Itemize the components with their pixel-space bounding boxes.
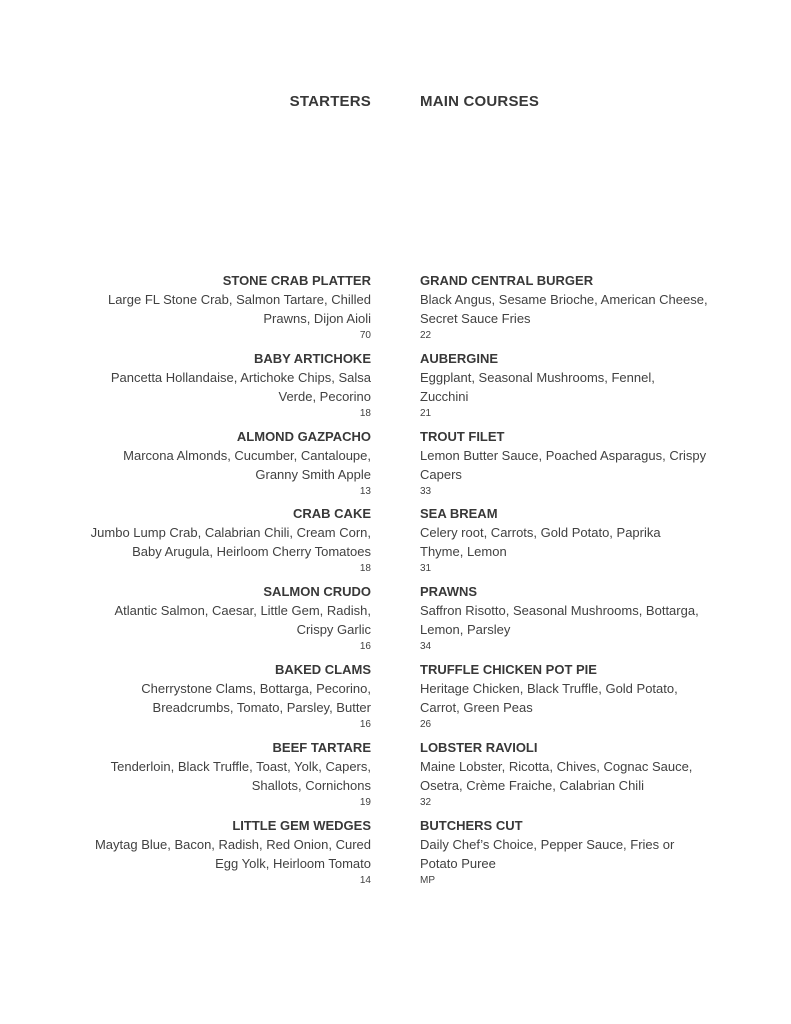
item-name: TRUFFLE CHICKEN POT PIE xyxy=(420,661,597,677)
menu-item xyxy=(420,271,765,349)
item-name: CRAB CAKE xyxy=(293,506,371,522)
item-name: PRAWNS xyxy=(420,584,478,600)
item-name: BUTCHERS CUT xyxy=(420,817,523,833)
item-name: SALMON CRUDO xyxy=(263,584,371,600)
item-description-line: Egg Yolk, Heirloom Tomato xyxy=(215,855,371,871)
item-description-line: Granny Smith Apple xyxy=(255,466,371,482)
item-description-line: Saffron Risotto, Seasonal Mushrooms, Bottarga, xyxy=(420,603,699,619)
item-description-line: Secret Sauce Fries xyxy=(420,311,531,326)
item-description xyxy=(420,835,765,873)
item-name: LOBSTER RAVIOLI xyxy=(420,739,538,755)
item-description-line: Black Angus, Sesame Brioche, American Cheese, xyxy=(420,292,708,307)
item-price: 34 xyxy=(420,641,432,653)
item-description-line: Daily Chef’s Choice, Pepper Sauce, Fries or xyxy=(420,836,675,852)
item-description-line: Potato Puree xyxy=(420,855,496,871)
item-description-line: Cherrystone Clams, Bottarga, Pecorino, xyxy=(141,680,371,696)
item-price: MP xyxy=(420,874,435,886)
item-description-line: Prawns, Dijon Aioli xyxy=(263,311,371,326)
menu-item xyxy=(30,738,371,816)
item-description-line: Zucchini xyxy=(420,388,469,404)
menu-item xyxy=(420,582,765,660)
item-name: TROUT FILET xyxy=(420,428,505,444)
item-description-line: Maine Lobster, Ricotta, Chives, Cognac Sauce, xyxy=(420,758,693,774)
menu-item xyxy=(420,816,765,894)
starters-heading: STARTERS xyxy=(289,93,371,110)
menu-item xyxy=(420,738,765,816)
item-description xyxy=(420,679,765,717)
item-name: ALMOND GAZPACHO xyxy=(236,428,371,444)
item-description-line: Breadcrumbs, Tomato, Parsley, Butter xyxy=(152,699,371,715)
menu-item xyxy=(420,427,765,505)
item-description-line: Capers xyxy=(420,466,462,482)
item-description xyxy=(30,368,371,406)
item-description-line: Jumbo Lump Crab, Calabrian Chili, Cream Corn, xyxy=(90,525,371,541)
item-name: SEA BREAM xyxy=(420,506,498,522)
item-name: GRAND CENTRAL BURGER xyxy=(420,273,594,288)
menu-item xyxy=(420,349,765,427)
menu-item xyxy=(30,504,371,582)
main-courses-heading: MAIN COURSES xyxy=(420,93,540,110)
item-description-line: Verde, Pecorino xyxy=(278,388,371,404)
item-price: 16 xyxy=(359,641,371,653)
item-description-line: Thyme, Lemon xyxy=(420,544,507,560)
menu-item xyxy=(30,271,371,349)
item-description xyxy=(30,679,371,717)
menu-item xyxy=(30,349,371,427)
item-description-line: Carrot, Green Peas xyxy=(420,699,533,715)
item-name: BABY ARTICHOKE xyxy=(253,350,371,366)
starters-item-list xyxy=(30,271,371,893)
item-description xyxy=(30,757,371,795)
item-price: 21 xyxy=(420,407,432,419)
item-description-line: Lemon, Parsley xyxy=(420,622,511,638)
item-description-line: Lemon Butter Sauce, Poached Asparagus, Crispy xyxy=(420,447,707,463)
menu-item xyxy=(30,582,371,660)
menu-item xyxy=(30,816,371,894)
item-description xyxy=(30,835,371,873)
item-description xyxy=(420,757,765,795)
item-description-line: Osetra, Crème Fraiche, Calabrian Chili xyxy=(420,777,644,793)
item-description-line: Atlantic Salmon, Caesar, Little Gem, Radish, xyxy=(114,603,371,619)
item-name: BEEF TARTARE xyxy=(272,739,371,755)
menu-item xyxy=(420,660,765,738)
item-name: STONE CRAB PLATTER xyxy=(222,273,371,288)
item-price: 14 xyxy=(359,874,371,886)
item-name: LITTLE GEM WEDGES xyxy=(232,817,371,833)
item-description-line: Maytag Blue, Bacon, Radish, Red Onion, Cured xyxy=(94,836,371,852)
main-courses-item-list xyxy=(420,271,765,893)
item-description xyxy=(420,523,765,561)
item-price: 70 xyxy=(359,330,371,341)
item-description-line: Pancetta Hollandaise, Artichoke Chips, Salsa xyxy=(110,369,371,385)
item-name: BAKED CLAMS xyxy=(274,661,371,677)
item-description xyxy=(420,446,765,484)
item-price: 31 xyxy=(420,563,432,575)
item-price: 13 xyxy=(359,485,371,497)
item-description xyxy=(420,601,765,639)
item-description xyxy=(30,290,371,328)
item-price: 26 xyxy=(420,718,432,730)
item-price: 32 xyxy=(420,796,432,808)
item-description-line: Shallots, Cornichons xyxy=(251,777,371,793)
item-description xyxy=(30,446,371,484)
item-description xyxy=(420,290,765,328)
item-description-line: Tenderloin, Black Truffle, Toast, Yolk, Capers, xyxy=(110,758,371,774)
menu-item xyxy=(30,427,371,505)
item-price: 16 xyxy=(359,718,371,730)
menu-item xyxy=(30,660,371,738)
item-price: 33 xyxy=(420,485,432,497)
item-price: 22 xyxy=(420,330,432,341)
item-description-line: Baby Arugula, Heirloom Cherry Tomatoes xyxy=(132,544,371,560)
item-description-line: Eggplant, Seasonal Mushrooms, Fennel, xyxy=(420,369,655,385)
item-description-line: Celery root, Carrots, Gold Potato, Paprika xyxy=(420,525,661,541)
item-description xyxy=(30,601,371,639)
item-price: 18 xyxy=(359,407,371,419)
item-name: AUBERGINE xyxy=(420,350,499,366)
item-price: 19 xyxy=(359,796,371,808)
item-description-line: Crispy Garlic xyxy=(296,622,371,638)
item-description-line: Heritage Chicken, Black Truffle, Gold Potato, xyxy=(420,680,678,696)
item-description xyxy=(420,368,765,406)
item-description-line: Marcona Almonds, Cucumber, Cantaloupe, xyxy=(123,447,371,463)
item-description xyxy=(30,523,371,561)
menu-item xyxy=(420,504,765,582)
item-description-line: Large FL Stone Crab, Salmon Tartare, Chilled xyxy=(107,292,371,307)
item-price: 18 xyxy=(359,563,371,575)
